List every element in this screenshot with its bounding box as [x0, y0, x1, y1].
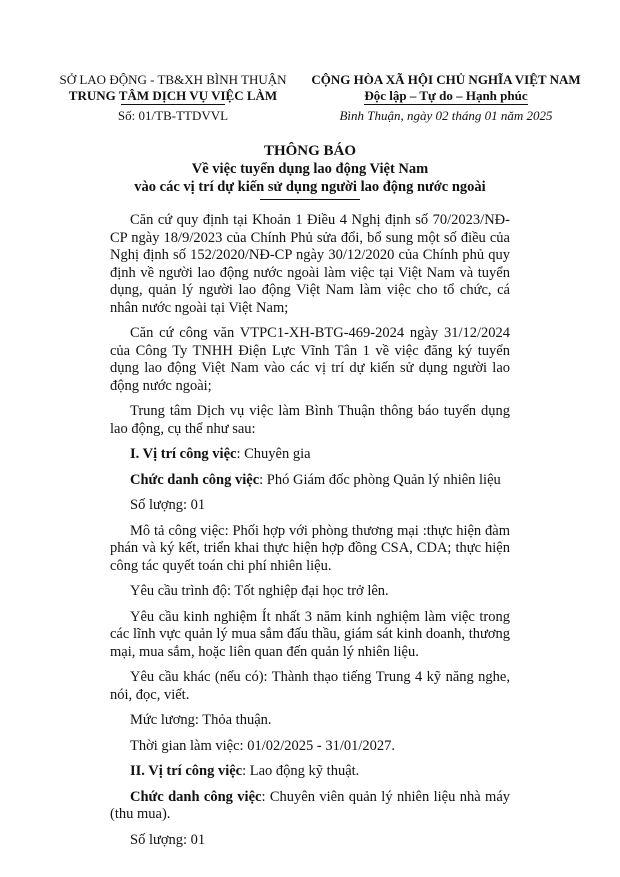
document-title: THÔNG BÁO — [263, 143, 357, 159]
section-2-job-title-label: Chức danh công việc — [130, 788, 262, 805]
section-2-job-title-value: : Chuyên viên quản lý nhiên liệu nhà máy (thu mua). — [110, 788, 511, 822]
title-divider — [260, 199, 360, 200]
section-1-job-title — [110, 472, 510, 490]
document-subtitle-line-2: vào các vị trí dự kiến sử dụng người lao động nước ngoài — [134, 179, 486, 195]
section-1-period: Thời gian làm việc: 01/02/2025 - 31/01/2027. — [130, 737, 396, 754]
section-1-experience: Yêu cầu kinh nghiệm Ít nhất 3 năm kinh nghiệm làm việc trong các lĩnh vực quản lý mua sắm đấu thầu, giám sát kinh doanh, thương mại, mua sắm, hoặc liên quan đến quản lý nhiên liệu. — [110, 608, 510, 660]
agency-name: TRUNG TÂM DỊCH VỤ VIỆC LÀM — [68, 88, 278, 103]
section-2-job-title — [110, 789, 510, 824]
section-2-position — [110, 763, 510, 781]
place-date: Bình Thuận, ngày 02 tháng 01 năm 2025 — [339, 108, 553, 123]
agency-block — [50, 72, 296, 124]
section-1-job-title-label: Chức danh công việc — [130, 471, 260, 488]
nation-name: CỘNG HÒA XÃ HỘI CHỦ NGHĨA VIỆT NAM — [311, 72, 581, 87]
national-motto: Độc lập – Tự do – Hạnh phúc — [364, 88, 528, 103]
legal-basis-paragraph-1: Căn cứ quy định tại Khoản 1 Điều 4 Nghị định số 70/2023/NĐ-CP ngày 18/9/2023 của Chính Phủ sửa đổi, bổ sung một số điều của Nghị định số 152/2020/NĐ-CP ngày 30/12/2020 của Chính phủ quy định về người lao động nước ngoài làm việc tại Việt Nam và tuyển dụng, quản lý người lao động Việt Nam làm việc cho tổ chức, cá nhân nước ngoài tại Việt Nam; — [110, 212, 510, 316]
section-2-quantity: Số lượng: 01 — [130, 831, 206, 848]
document-number: Số: 01/TB-TTDVVL — [117, 108, 229, 123]
section-1-value: : Chuyên gia — [236, 446, 311, 462]
section-1-label: I. Vị trí công việc — [130, 446, 237, 462]
national-block — [306, 72, 586, 124]
agency-parent: SỞ LAO ĐỘNG - TB&XH BÌNH THUẬN — [59, 72, 287, 87]
document-title-block — [0, 142, 620, 200]
section-2-value: : Lao động kỹ thuật. — [242, 763, 360, 779]
section-1-other-requirements: Yêu cầu khác (nếu có): Thành thạo tiếng Trung 4 kỹ năng nghe, nói, đọc, viết. — [110, 669, 510, 703]
document-subtitle-line-1: Về việc tuyển dụng lao động Việt Nam — [191, 161, 429, 177]
announcement-intro: Trung tâm Dịch vụ việc làm Bình Thuận thông báo tuyển dụng lao động, cụ thể như sau: — [110, 403, 510, 437]
section-1-education: Yêu cầu trình độ: Tốt nghiệp đại học trở lên. — [130, 583, 389, 599]
section-1-job-title-value: : Phó Giám đốc phòng Quản lý nhiên liệu — [259, 471, 501, 488]
section-1-position — [110, 446, 510, 464]
section-1-quantity: Số lượng: 01 — [130, 497, 206, 513]
section-1-salary: Mức lương: Thỏa thuận. — [130, 712, 272, 728]
section-1-description: Mô tả công việc: Phối hợp với phòng thương mại :thực hiện đàm phán và ký kết, triển khai thực hiện hợp đồng CSA, CDA; thực hiện công tác quyết toán chi phí nhiên liệu. — [110, 522, 510, 574]
legal-basis-paragraph-2: Căn cứ công văn VTPC1-XH-BTG-469-2024 ngày 31/12/2024 của Công Ty TNHH Điện Lực Vĩnh Tân 1 về việc đăng ký tuyển dụng lao động Việt Nam vào các vị trí dự kiến sử dụng người lao động nước ngoài; — [110, 325, 510, 394]
section-2-label: II. Vị trí công việc — [130, 763, 243, 779]
document-header — [0, 72, 620, 132]
document-body — [110, 212, 510, 857]
